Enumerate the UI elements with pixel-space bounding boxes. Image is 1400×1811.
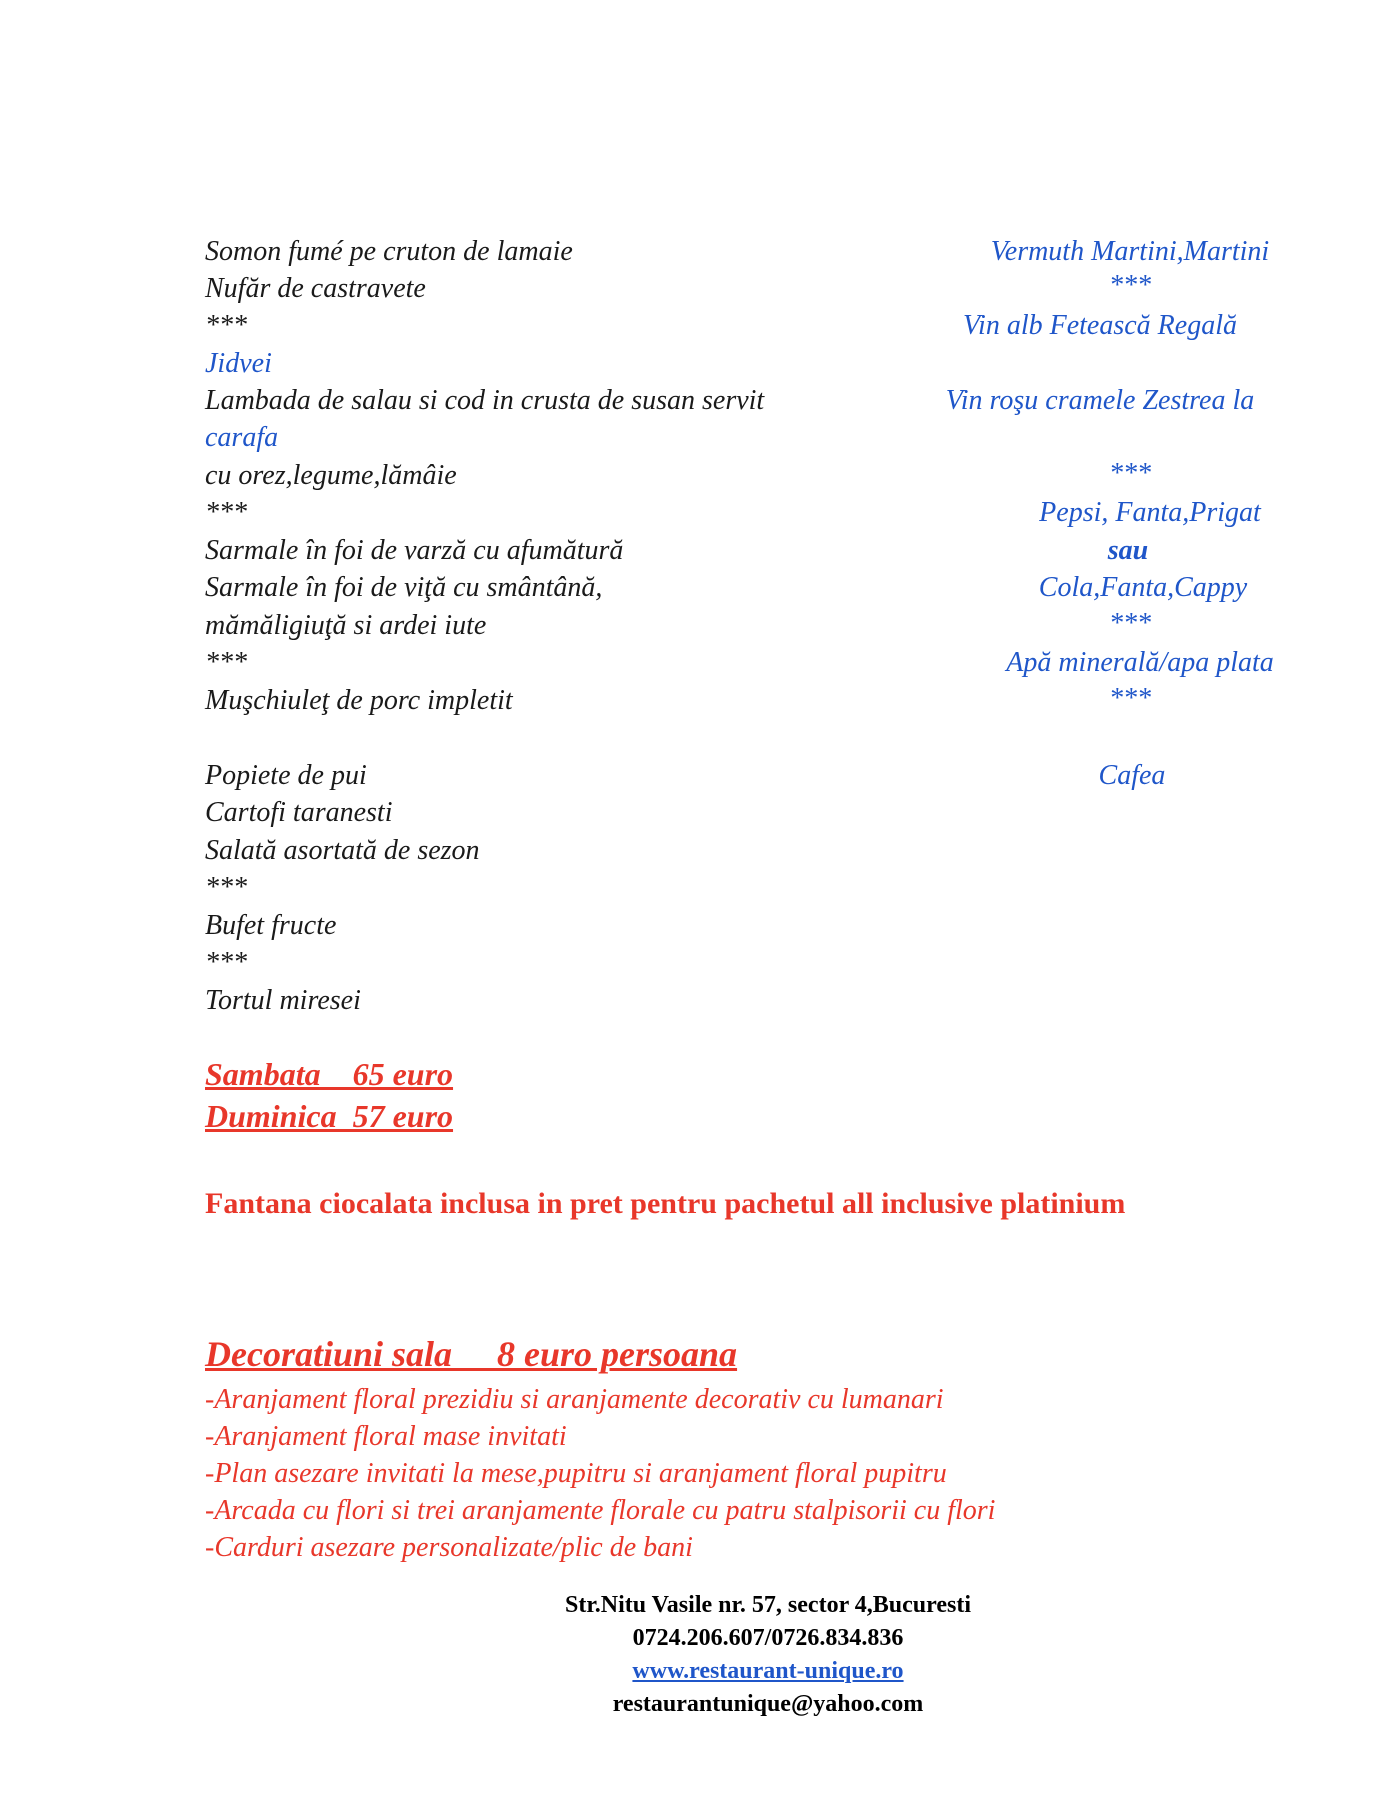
menu-item: Popiete de pui <box>205 760 367 791</box>
menu-item: Cartofi taranesti <box>205 797 393 828</box>
menu-item: mămăligiuţă si ardei iute <box>205 610 487 641</box>
menu-separator: *** <box>205 310 247 341</box>
footer-website-link[interactable]: www.restaurant-unique.ro <box>632 1658 904 1684</box>
menu-item: Sarmale în foi de varză cu afumătură <box>205 535 624 566</box>
decoration-item: -Arcada cu flori si trei aranjamente florale cu patru stalpisorii cu flori <box>205 1495 996 1526</box>
menu-item: Nufăr de castravete <box>205 273 426 304</box>
decoration-item: -Plan asezare invitati la mese,pupitru si aranjament floral pupitru <box>205 1458 947 1489</box>
menu-item: Lambada de salau si cod in crusta de susan servit <box>205 385 765 416</box>
drink-separator: *** <box>1109 608 1151 639</box>
drink-item: Cola,Fanta,Cappy <box>1038 572 1248 603</box>
drink-separator: *** <box>1109 458 1151 489</box>
menu-item: Sarmale în foi de viţă cu smântână, <box>205 572 603 603</box>
decorations-title: Decoratiuni sala 8 euro persoana <box>205 1334 738 1374</box>
drink-or-label: sau <box>1107 535 1149 566</box>
drink-item: Pepsi, Fanta,Prigat <box>1039 497 1261 528</box>
menu-separator: *** <box>205 647 247 678</box>
drink-separator: *** <box>1109 270 1151 301</box>
drink-item: Vermuth Martini,Martini <box>990 236 1270 267</box>
menu-item: Somon fumé pe cruton de lamaie <box>205 236 573 267</box>
menu-item: Bufet fructe <box>205 910 337 941</box>
menu-item: Muşchiuleţ de porc impletit <box>205 685 513 716</box>
menu-separator: *** <box>205 872 247 903</box>
menu-separator: *** <box>205 947 247 978</box>
menu-item: Jidvei <box>205 348 272 379</box>
drink-item: Apă minerală/apa plata <box>1006 647 1274 678</box>
drink-separator: *** <box>1109 683 1151 714</box>
chocolate-fountain-note: Fantana ciocalata inclusa in pret pentru pachetul all inclusive platinium <box>205 1187 1126 1220</box>
menu-item: carafa <box>205 422 279 453</box>
decoration-item: -Carduri asezare personalizate/plic de bani <box>205 1532 693 1563</box>
drink-item: Vin roşu cramele Zestrea la <box>945 385 1255 416</box>
menu-separator: *** <box>205 497 247 528</box>
footer-address: Str.Nitu Vasile nr. 57, sector 4,Bucuresti <box>564 1592 972 1618</box>
menu-item: Salată asortată de sezon <box>205 835 480 866</box>
decoration-item: -Aranjament floral prezidiu si aranjamente decorativ cu lumanari <box>205 1384 944 1415</box>
price-sunday: Duminica 57 euro <box>205 1098 454 1134</box>
price-saturday: Sambata 65 euro <box>205 1056 454 1092</box>
footer-phones: 0724.206.607/0726.834.836 <box>632 1625 904 1651</box>
footer-email: restaurantunique@yahoo.com <box>612 1691 924 1717</box>
drink-item: Vin alb Fetească Regală <box>963 310 1237 341</box>
menu-item: Tortul miresei <box>205 985 361 1016</box>
decoration-item: -Aranjament floral mase invitati <box>205 1421 567 1452</box>
drink-item: Cafea <box>1098 760 1166 791</box>
menu-item: cu orez,legume,lămâie <box>205 460 457 491</box>
